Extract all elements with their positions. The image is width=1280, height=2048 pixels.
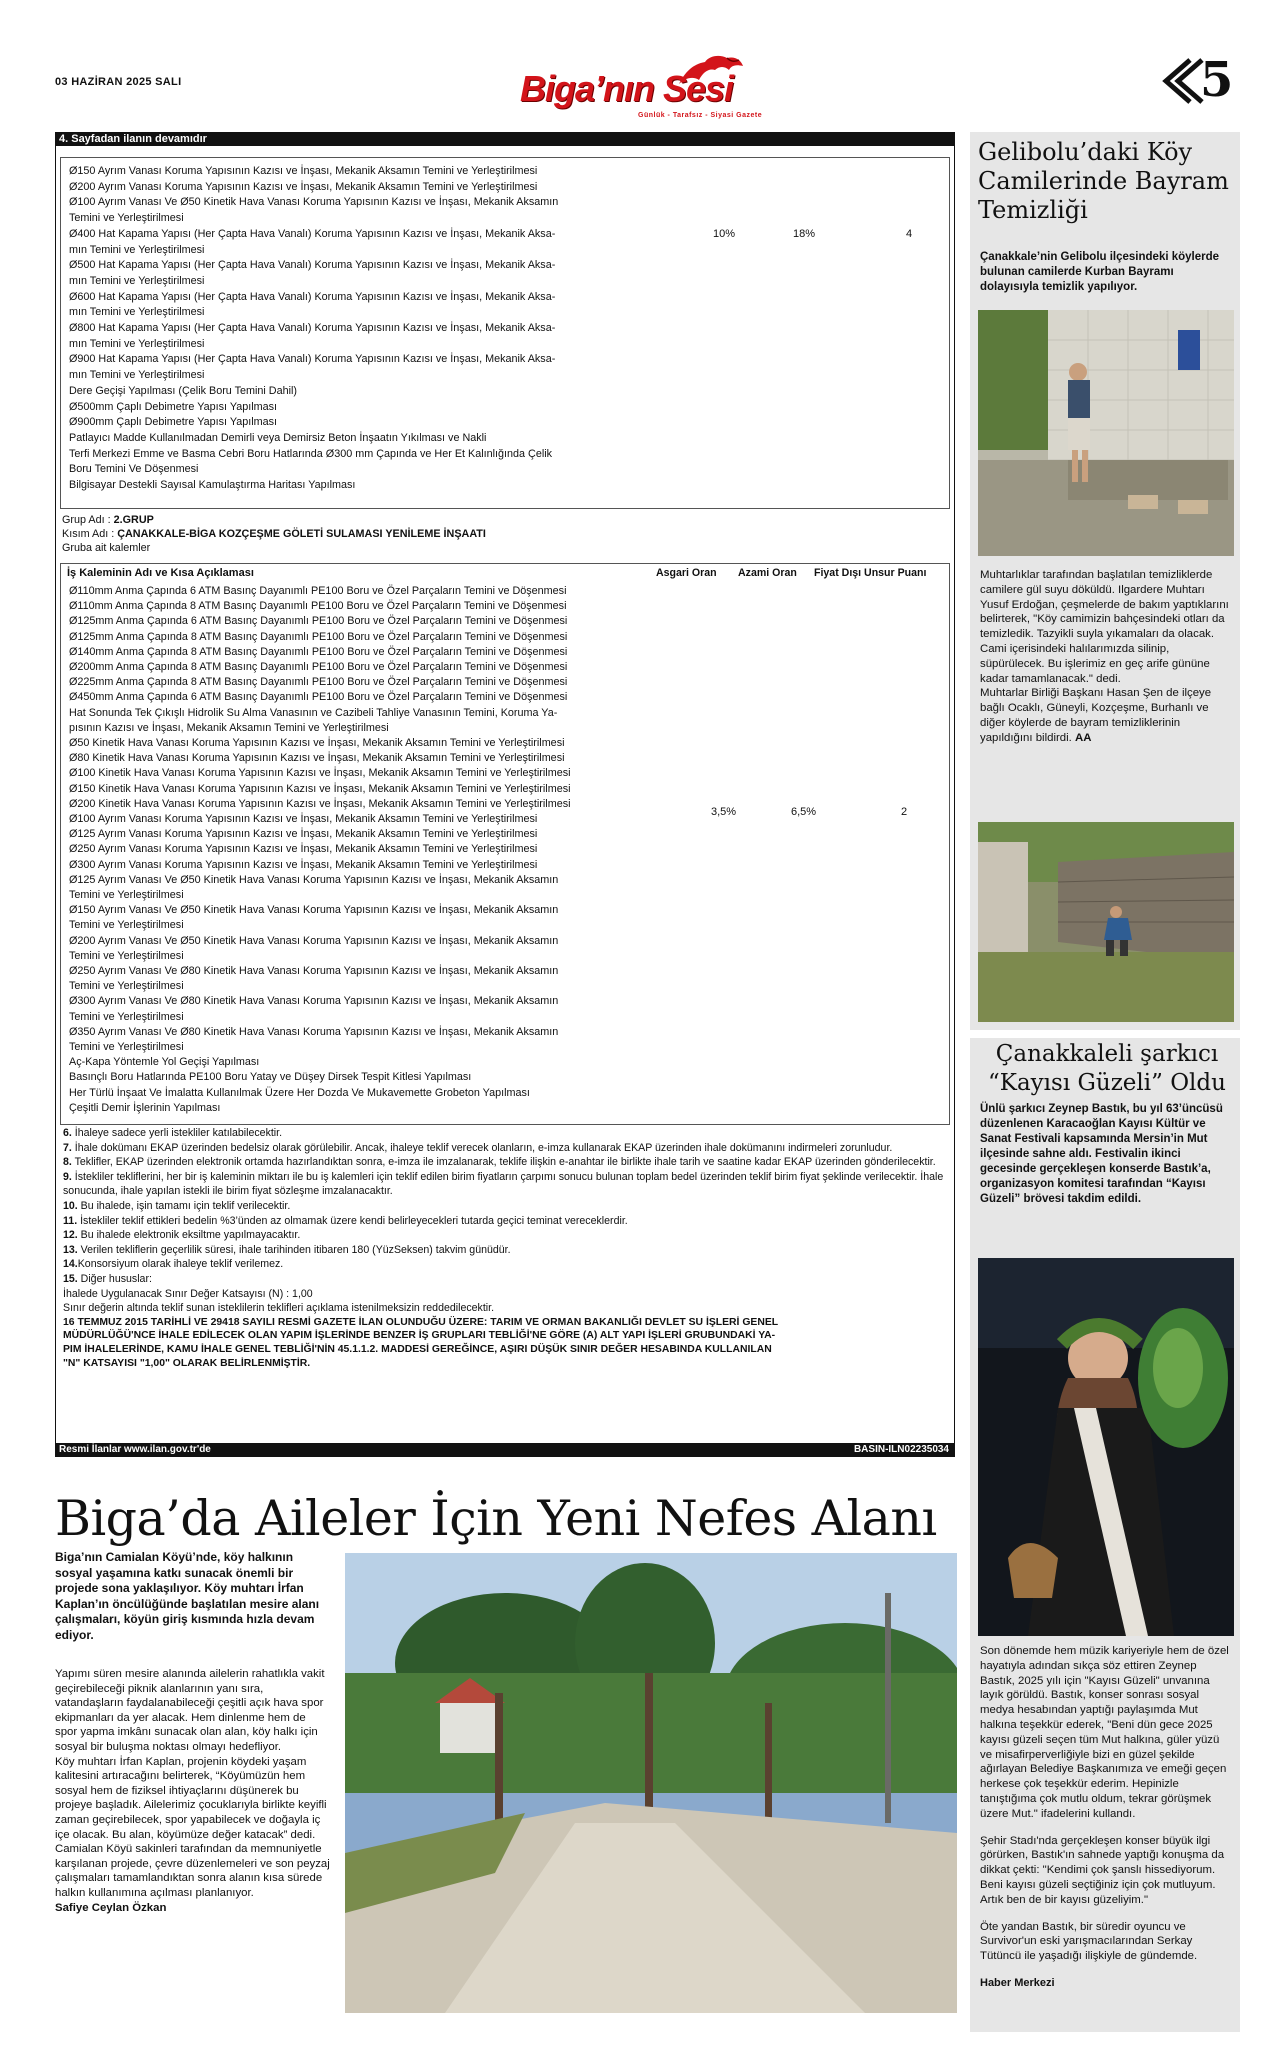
brand-name: Biga’nın Sesi <box>520 68 734 109</box>
table1-row: Dere Geçişi Yapılması (Çelik Boru Temini Dahil) <box>69 384 298 397</box>
group-value: 2.GRUP <box>113 514 154 526</box>
story2-paragraph: Öte yandan Bastık, bir süredir oyuncu ve Survivor'un eski yarışmacılarından Serkay Tütüncü ile yaşadığı ilişkiyle de gündemde. <box>980 1920 1198 1963</box>
clause-number: 14. <box>63 1258 78 1271</box>
story1-paragraph-text: Muhtarlar Birliği Başkanı Hasan Şen de ilçeye bağlı Ocaklı, Güneyli, Kozçeşme, Burhanlı ve diğer köylerde de bayram temizliklerinin yapıldığını bildirdi. <box>980 687 1212 744</box>
main-paragraph: Yapımı süren mesire alanında ailelerin rahatlıkla vakit geçirebileceği piknik alanlarının yanı sıra, vatandaşların faydalanabileceği çeşitli açık hava spor ekipmanları da yer alacak. Hem dinlenme hem de spor yapma imkânı sunacak olan alan, köy halkı için sosyal bir buluşma noktası olmayı hedefliyor. <box>55 1668 325 1753</box>
main-paragraph: Köy muhtarı İrfan Kaplan, projenin köydeki yaşam kalitesini artıracağını belirterek, “Köyümüzün hem sosyal hem de fiziksel ihtiyaçlarını düşünerek bu projeye başladık. Ailelerimiz çocuklarıyla birlikte keyifli zaman geçirebilecek, spor yapabilecek ve doğayla iç içe olacak. Bu alan, köyümüze değer katacak” dedi. <box>55 1755 327 1841</box>
story1-paragraph <box>980 686 1232 745</box>
bold-notice-line: PIM İHALELERİNDE, KAMU İHALE GENEL TEBLİĞİ'NİN 45.1.1.2. MADDESİ GEREĞİNCE, AŞIRI DÜŞÜK SINIR DEĞER HESABINDA KULLANILAN <box>63 1343 772 1355</box>
singer-photo <box>978 1258 1234 1636</box>
table2-row: Temini ve Yerleştirilmesi <box>69 889 184 901</box>
table2-row: Ø300 Ayrım Vanası Koruma Yapısının Kazısı ve İnşası, Mekanik Aksamın Temini ve Yerleştirilmesi <box>69 858 538 871</box>
story2-paragraph: Son dönemde hem müzik kariyeriyle hem de özel hayatıyla adından sıkça söz ettiren Zeynep Bastık, 2025 yılı için "Kayısı Güzeli" unvanına layık görüldü. Bastık, konser sonrası sosyal medya hesabından yaptığı paylaşımda Mut halkına teşekkür ederek, "Beni dün gece 2025 kayısı güzeli seçen tüm Mut halkına, güler yüzü ve misafirperverliğiyle bizi en güzel şekilde ağırlayan Belediye Başkanımıza ve emeği geçen herkese çok teşekkür ederim. Hepinizle tanıştığıma çok mutlu oldum, tekrar görüşmek üzere Mut." ifadelerini kullandı. <box>980 1645 1229 1820</box>
table1-row: Patlayıcı Madde Kullanılmadan Demirli veya Demirsiz Beton İnşaatın Yıkılması ve Nakli <box>69 431 487 444</box>
clause-other-1: İhalede Uygulanacak Sınır Değer Katsayısı (N) : 1,00 <box>63 1287 313 1300</box>
story2-body <box>980 1644 1232 1991</box>
clause-number: 12. <box>63 1229 78 1242</box>
clause-number: 13. <box>63 1243 78 1256</box>
table1-row: Ø500 Hat Kapama Yapısı (Her Çapta Hava Vanalı) Koruma Yapısının Kazısı ve İnşası, Mekanik Aksa- <box>69 259 556 272</box>
story1-paragraph: Muhtarlıklar tarafından başlatılan temizliklerde camilere gül suyu döküldü. Ilgardere Muhtarı Yusuf Erdoğan, çeşmelerde de bakım yaptıklarını belirterek, "Köy camimizin bahçesindeki otları da temizledik. Tazyikli suyla yıkamaları da olacak. Cami içerisindeki halılarımızda silinip, süpürülecek. Bu işlerimiz en geç arife gününe kadar tamamlanacak." dedi. <box>980 569 1229 685</box>
story2-lede: Ünlü şarkıcı Zeynep Bastık, bu yıl 63’üncüsü düzenlenen Karacaoğlan Kayısı Kültür ve Sanat Festivali kapsamında Mersin’in Mut ilçesinde sahne aldı. Festivalin ikinci gecesinde gerçekleşen konserde Bastık’a, organizasyon komitesi tarafından “Kayısı Güzeli” brövesi takdim edildi. <box>980 1103 1223 1205</box>
table2-row: Ø110mm Anma Çapında 8 ATM Basınç Dayanımlı PE100 Boru ve Özel Parçaların Temini ve Döşenmesi <box>69 600 567 613</box>
clause <box>63 1257 948 1272</box>
col-points: Fiyat Dışı Unsur Puanı <box>814 567 927 579</box>
clause-text: İstekliler teklif ettikleri bedelin %3’ünden az olmamak üzere kendi belirleyecekleri tutarda geçici teminat vereceklerdir. <box>77 1214 628 1227</box>
table1-row: mın Temini ve Yerleştirilmesi <box>69 274 205 287</box>
clause-text: Verilen tekliflerin geçerlilik süresi, ihale tarihinden itibaren 180 (YüzSeksen) takvim günüdür. <box>77 1243 511 1256</box>
table1-row: Ø600 Hat Kapama Yapısı (Her Çapta Hava Vanalı) Koruma Yapısının Kazısı ve İnşası, Mekanik Aksa- <box>69 290 556 303</box>
table2-row: Ø140mm Anma Çapında 8 ATM Basınç Dayanımlı PE100 Boru ve Özel Parçaların Temini ve Döşenmesi <box>69 645 568 658</box>
max-rate-1: 18% <box>793 228 816 240</box>
clause-text: Teklifler, EKAP üzerinden elektronik ortamda hazırlandıktan sonra, e-imza ile imzalanarak, teklife ilişkin e-anahtar ile birlikte ihale tarih ve saatine kadar EKAP üzerinden gönderilecektir. <box>71 1156 936 1169</box>
items-label: Gruba ait kalemler <box>62 542 151 554</box>
col-max-rate: Azami Oran <box>738 567 797 579</box>
bold-notice-line: MÜDÜRLÜĞÜ'NCE İHALE EDİLECEK OLAN YAPIM İŞLERİNDE BENZER İŞ GRUPLARI TEBLİĞİ'NE GÖRE (A) ALT YAPI İŞLERİ GRUBUNDAKİ YA- <box>63 1330 776 1342</box>
clause-text: Diğer hususlar: <box>77 1272 152 1285</box>
story2-headline[interactable]: Çanakkaleli şarkıcı “Kayısı Güzeli” Oldu <box>988 1041 1226 1096</box>
table2-row: Temini ve Yerleştirilmesi <box>69 1010 184 1023</box>
issue-date: 03 HAZİRAN 2025 SALI <box>55 76 182 88</box>
table2-row: Ø300 Ayrım Vanası Ve Ø80 Kinetik Hava Vanası Koruma Yapısının Kazısı ve İnşası, Mekanik Aksamın <box>69 995 559 1008</box>
points-2: 2 <box>901 806 908 818</box>
clause <box>63 1141 948 1156</box>
newspaper-logo[interactable] <box>520 54 790 120</box>
table1-row: Ø150 Ayrım Vanası Koruma Yapısının Kazısı ve İnşası, Mekanik Aksamın Temini ve Yerleştirilmesi <box>69 165 538 177</box>
points-1: 4 <box>906 228 913 240</box>
table2-row: Basınçlı Boru Hatlarında PE100 Boru Yatay ve Düşey Dirsek Tespit Kitlesi Yapılması <box>69 1071 472 1084</box>
table2-row: Her Türlü İnşaat Ve İmalatta Kullanılmak Üzere Her Dozda Ve Mukavemette Grobeton Yapılması <box>69 1086 530 1099</box>
clause-other-2: Sınır değerin altında teklif sunan isteklilerin teklifleri açıklama istenilmeksizin reddedilecektir. <box>63 1302 495 1315</box>
item-table-2 <box>60 563 950 1125</box>
clause-number: 7. <box>63 1141 72 1154</box>
sidebar <box>970 132 1240 2032</box>
story1-body <box>980 568 1232 746</box>
table2-row: Ø110mm Anma Çapında 6 ATM Basınç Dayanımlı PE100 Boru ve Özel Parçaların Temini ve Döşenmesi <box>69 585 567 597</box>
main-lede: Biga’nın Camialan Köyü’nde, köy halkının sosyal yaşamına katkı sunacak önemli bir projede sona yaklaşılıyor. Köy muhtarı İrfan Kaplan’ın öncülüğünde başlatılan mesire alanı çalışmaları, köyün giriş kısmında hızla devam ediyor. <box>55 1550 320 1642</box>
table2-row: Ø200 Kinetik Hava Vanası Koruma Yapısının Kazısı ve İnşası, Mekanik Aksamın Temini ve Yerleştirilmesi <box>69 797 571 810</box>
clause <box>63 1170 948 1199</box>
item-table-1 <box>60 157 950 509</box>
story2-byline: Haber Merkezi <box>980 1976 1055 1989</box>
table2-row: Ø200 Ayrım Vanası Ve Ø50 Kinetik Hava Vanası Koruma Yapısının Kazısı ve İnşası, Mekanik Aksamın <box>69 934 559 947</box>
part-label: Kısım Adı : <box>62 528 115 540</box>
table1-row: Bilgisayar Destekli Sayısal Kamulaştırma Haritası Yapılması <box>69 479 356 491</box>
table1-row: Ø500mm Çaplı Debimetre Yapısı Yapılması <box>69 400 278 413</box>
mosque-cleaning-photo <box>978 310 1234 556</box>
clause <box>63 1228 948 1243</box>
table1-row: mın Temini ve Yerleştirilmesi <box>69 369 205 382</box>
max-rate-2: 6,5% <box>791 806 817 818</box>
tender-clauses <box>55 1126 955 1370</box>
table2-row: Ø125mm Anma Çapında 8 ATM Basınç Dayanımlı PE100 Boru ve Özel Parçaların Temini ve Döşenmesi <box>69 630 568 643</box>
table2-row: Aç-Kapa Yöntemle Yol Geçişi Yapılması <box>69 1056 260 1069</box>
table2-row: Ø125 Ayrım Vanası Ve Ø50 Kinetik Hava Vanası Koruma Yapısının Kazısı ve İnşası, Mekanik Aksamın <box>69 873 559 886</box>
story1-lede: Çanakkale’nin Gelibolu ilçesindeki köylerde bulunan camilerde Kurban Bayramı dolayısıyla temizlik yapılıyor. <box>980 251 1220 293</box>
table1-row: Ø900mm Çaplı Debimetre Yapısı Yapılması <box>69 416 278 429</box>
table1-row: Boru Temini Ve Döşenmesi <box>69 463 199 476</box>
table1-row: Ø800 Hat Kapama Yapısı (Her Çapta Hava Vanalı) Koruma Yapısının Kazısı ve İnşası, Mekanik Aksa- <box>69 322 556 334</box>
table2-row: Temini ve Yerleştirilmesi <box>69 919 184 932</box>
col-min-rate: Asgari Oran <box>656 567 717 579</box>
table1-row: Ø400 Hat Kapama Yapısı (Her Çapta Hava Vanalı) Koruma Yapısının Kazısı ve İnşası, Mekanik Aksa- <box>69 227 556 240</box>
table2-row: Ø100 Ayrım Vanası Koruma Yapısının Kazısı ve İnşası, Mekanik Aksamın Temini ve Yerleştirilmesi <box>69 813 538 825</box>
clause-number: 9. <box>63 1170 72 1183</box>
table2-row: Ø150 Ayrım Vanası Ve Ø50 Kinetik Hava Vanası Koruma Yapısının Kazısı ve İnşası, Mekanik Aksamın <box>69 904 559 917</box>
notice-footer <box>55 1443 955 1457</box>
main-paragraph: Camialan Köyü sakinleri tarafından da memnuniyetle karşılanan projede, çevre düzenlemeleri ve son peyzaj çalışmaları tamamlandıktan sonra alanın kısa sürede halkın kullanımına açılması planlanıyor. <box>55 1843 330 1899</box>
part-value: ÇANAKKALE-BİGA KOZÇEŞME GÖLETİ SULAMASI YENİLEME İNŞAATI <box>117 528 486 540</box>
table2-row: Ø450mm Anma Çapında 6 ATM Basınç Dayanımlı PE100 Boru ve Özel Parçaların Temini ve Döşenmesi <box>69 691 568 704</box>
official-ads-link[interactable]: Resmi İlanlar www.ilan.gov.tr'de <box>59 1444 211 1455</box>
table1-row: Ø900 Hat Kapama Yapısı (Her Çapta Hava Vanalı) Koruma Yapısının Kazısı ve İnşası, Mekanik Aksa- <box>69 353 556 366</box>
clause-text: Bu ihalede, işin tamamı için teklif verilecektir. <box>77 1199 291 1212</box>
clause-number: 6. <box>63 1127 72 1139</box>
notice-reference: BASIN-ILN02235034 <box>853 1444 949 1455</box>
main-byline: Safiye Ceylan Özkan <box>55 1901 167 1914</box>
clause-number: 8. <box>63 1156 72 1169</box>
page-number: 5 <box>1200 52 1234 108</box>
table1-row: Temini ve Yerleştirilmesi <box>69 212 184 225</box>
clause <box>63 1199 948 1214</box>
table2-row: Temini ve Yerleştirilmesi <box>69 980 184 993</box>
clause <box>63 1272 948 1287</box>
table2-row: Temini ve Yerleştirilmesi <box>69 1041 184 1053</box>
clause-text: Bu ihalede elektronik eksiltme yapılmayacaktır. <box>77 1229 301 1242</box>
clause-number: 15. <box>63 1272 78 1285</box>
brand-tagline: Günlük - Tarafsız - Siyasi Gazete <box>638 112 763 119</box>
table1-row: Ø200 Ayrım Vanası Koruma Yapısının Kazısı ve İnşası, Mekanik Aksamın Temini ve Yerleştirilmesi <box>69 180 538 193</box>
bold-notice-line: 16 TEMMUZ 2015 TARİHLİ VE 29418 SAYILI RESMİ GAZETE İLAN OLUNDUĞU ÜZERE: TARIM VE ORMAN BAKANLIĞI DEVLET SU İŞLERİ GENEL <box>63 1316 779 1328</box>
chevron-left-icon <box>1160 58 1204 104</box>
table2-row: Ø250 Ayrım Vanası Koruma Yapısının Kazısı ve İnşası, Mekanik Aksamın Temini ve Yerleştirilmesi <box>69 843 538 856</box>
bold-notice-line: "N" KATSAYISI "1,00" OLARAK BELİRLENMİŞTİR. <box>63 1357 311 1369</box>
table2-row: pısının Kazısı ve İnşası, Mekanik Aksamın Temini ve Yerleştirilmesi <box>69 721 389 734</box>
clause <box>63 1243 948 1258</box>
story1-headline[interactable]: Gelibolu’daki Köy Camilerinde Bayram Temizliği <box>978 138 1229 224</box>
page-number-badge <box>1160 52 1240 108</box>
table2-row: Temini ve Yerleştirilmesi <box>69 949 184 962</box>
group-info <box>62 513 486 555</box>
min-rate-1: 10% <box>713 228 736 240</box>
table2-row: Ø100 Kinetik Hava Vanası Koruma Yapısının Kazısı ve İnşası, Mekanik Aksamın Temini ve Yerleştirilmesi <box>69 767 571 780</box>
village-cleanup-photo <box>978 822 1234 1022</box>
table2-row: Ø250 Ayrım Vanası Ve Ø80 Kinetik Hava Vanası Koruma Yapısının Kazısı ve İnşası, Mekanik Aksamın <box>69 965 559 977</box>
clause <box>63 1155 948 1170</box>
table2-row: Ø225mm Anma Çapında 8 ATM Basınç Dayanımlı PE100 Boru ve Özel Parçaların Temini ve Döşenmesi <box>69 676 568 689</box>
table2-row: Çeşitli Demir İşlerinin Yapılması <box>69 1101 221 1114</box>
table2-row: Ø125 Ayrım Vanası Koruma Yapısının Kazısı ve İnşası, Mekanik Aksamın Temini ve Yerleştirilmesi <box>69 828 538 841</box>
table2-row: Ø80 Kinetik Hava Vanası Koruma Yapısının Kazısı ve İnşası, Mekanik Aksamın Temini ve Yerleştirilmesi <box>69 752 565 765</box>
table2-row: Ø50 Kinetik Hava Vanası Koruma Yapısının Kazısı ve İnşası, Mekanik Aksamın Temini ve Yerleştirilmesi <box>69 737 565 749</box>
clause-number: 11. <box>63 1214 78 1227</box>
table1-row: Terfi Merkezi Emme ve Basma Cebri Boru Hatlarında Ø300 mm Çapında ve Her Et Kalınlığında Çelik <box>69 447 553 460</box>
table1-row: mın Temini ve Yerleştirilmesi <box>69 243 205 256</box>
table2-row: Ø350 Ayrım Vanası Ve Ø80 Kinetik Hava Vanası Koruma Yapısının Kazısı ve İnşası, Mekanik Aksamın <box>69 1025 559 1038</box>
clause-text: İhaleye sadece yerli istekliler katılabilecektir. <box>71 1127 283 1139</box>
table1-row: mın Temini ve Yerleştirilmesi <box>69 306 205 319</box>
table1-row: Ø100 Ayrım Vanası Ve Ø50 Kinetik Hava Vanası Koruma Yapısının Kazısı ve İnşası, Mekanik Aksamın <box>69 196 559 209</box>
clause-text: İhale dokümanı EKAP üzerinden bedelsiz olarak görülebilir. Ancak, ihaleye teklif verecek olanların, e-imza kullanarak EKAP üzerinden ihale dokümanını indirmeleri zorunludur. <box>71 1141 893 1154</box>
table2-row: Ø150 Kinetik Hava Vanası Koruma Yapısının Kazısı ve İnşası, Mekanik Aksamın Temini ve Yerleştirilmesi <box>69 782 571 795</box>
table2-row: Hat Sonunda Tek Çıkışlı Hidrolik Su Alma Vanasının ve Cazibeli Tahliye Vanasının Temini, Koruma Ya- <box>69 706 558 719</box>
clause <box>63 1214 948 1229</box>
table2-header: İş Kaleminin Adı ve Kısa Açıklaması <box>67 567 254 579</box>
group-label: Grup Adı : <box>62 514 111 526</box>
main-body <box>55 1667 330 1915</box>
min-rate-2: 3,5% <box>711 806 737 818</box>
table2-row: Ø125mm Anma Çapında 6 ATM Basınç Dayanımlı PE100 Boru ve Özel Parçaların Temini ve Döşenmesi <box>69 615 568 628</box>
picnic-area-photo <box>345 1553 957 2013</box>
clause <box>63 1126 948 1141</box>
clause-number: 10. <box>63 1199 78 1212</box>
sidebar-divider <box>970 1030 1240 1038</box>
clause-text: Konsorsiyum olarak ihaleye teklif verilemez. <box>77 1258 284 1271</box>
clause-text: İstekliler tekliflerini, her bir iş kaleminin miktarı ile bu iş kalemleri için teklif edilen birim fiyatların çarpımı sonucu bulunan toplam bedel üzerinden teklif birim fiyat şeklinde verilecektir. İhale sonucunda, ihale yapılan istekli ile birim fiyat sözleşme imzalanacaktır. <box>63 1170 944 1198</box>
table1-row: mın Temini ve Yerleştirilmesi <box>69 337 205 350</box>
main-headline[interactable]: Biga’da Aileler İçin Yeni Nefes Alanı <box>55 1490 937 1547</box>
story2-paragraph: Şehir Stadı'nda gerçekleşen konser büyük ilgi görürken, Bastık'ın sahnede yaptığı konuşma da dikkat çekti: "Kendimi çok şanslı hissediyorum. Beni kayısı güzeli seçtiğiniz için çok mutluyum. Artık ben de bir kayısı güzeliyim." <box>980 1834 1225 1906</box>
story1-byline: AA <box>1074 731 1092 744</box>
table2-row: Ø200mm Anma Çapında 8 ATM Basınç Dayanımlı PE100 Boru ve Özel Parçaların Temini ve Döşenmesi <box>69 661 568 673</box>
continued-banner: 4. Sayfadan ilanın devamıdır <box>55 132 955 146</box>
